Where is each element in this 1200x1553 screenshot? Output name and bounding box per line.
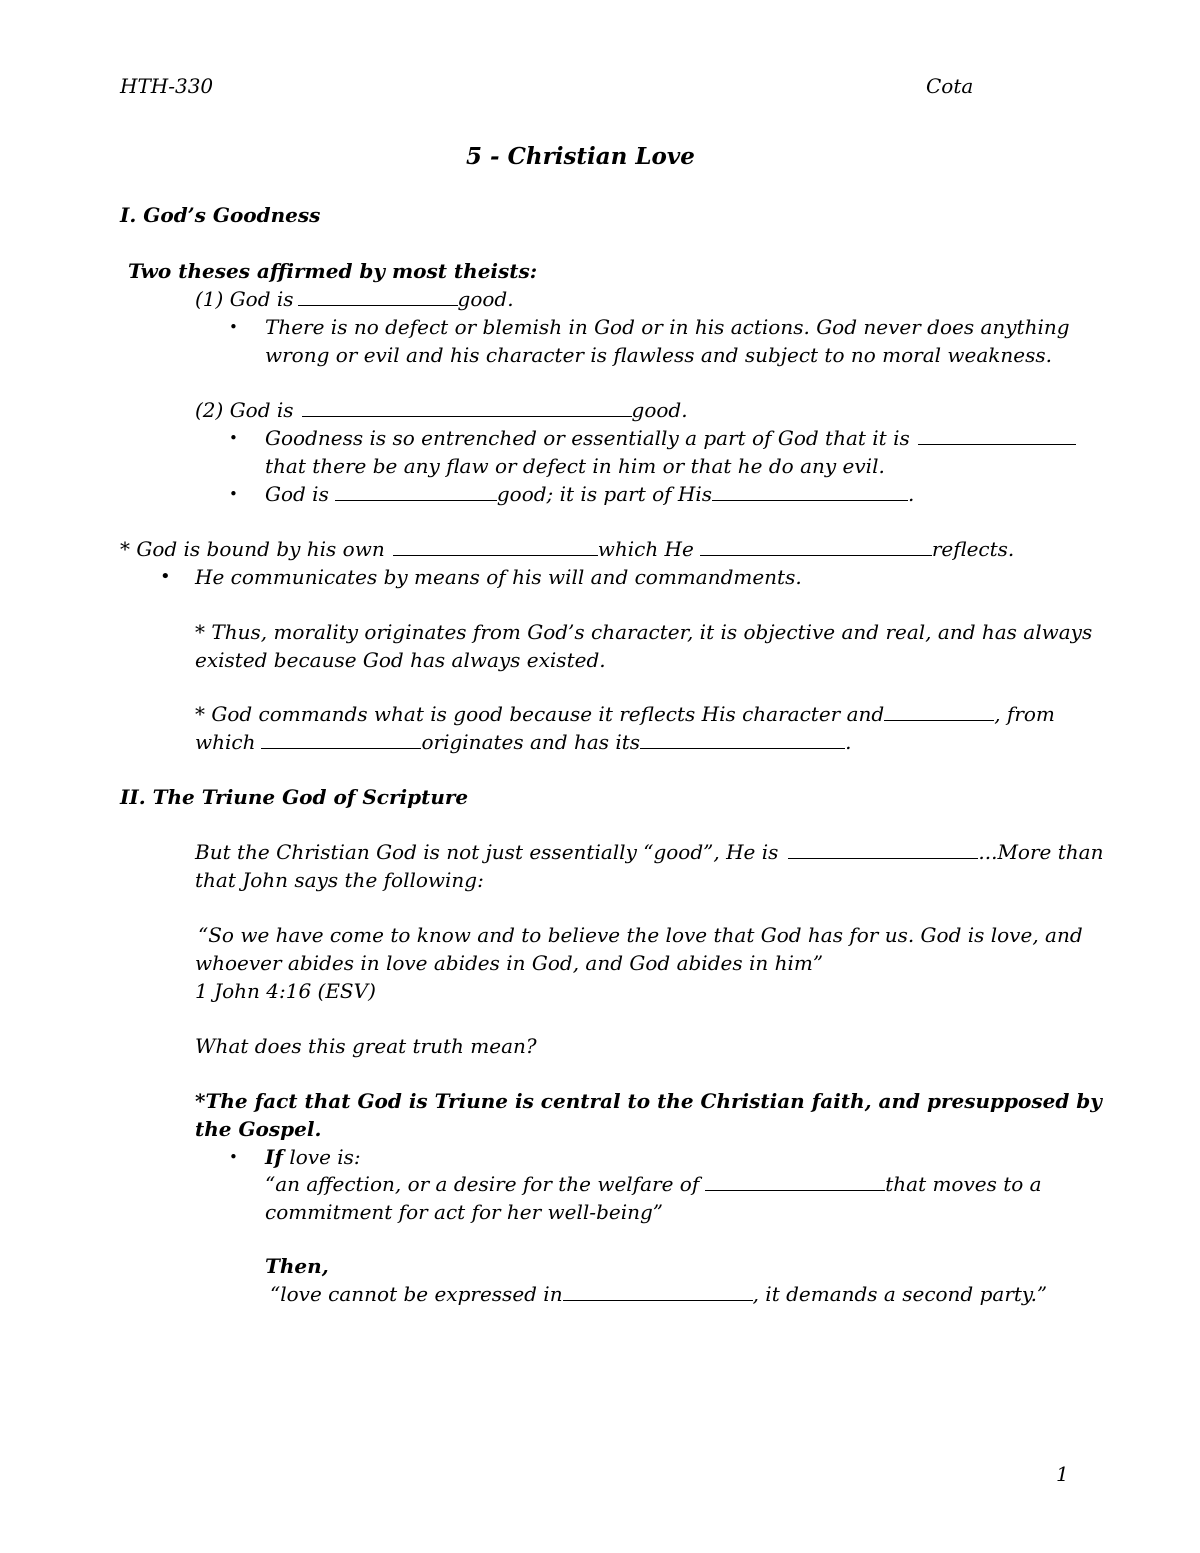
text: , from <box>994 702 1055 726</box>
thesis-1 <box>195 285 514 313</box>
text: originates and has its <box>421 730 641 754</box>
quote-line-1: “So we have come to know and to believe the love that God has for us. God is love, and <box>198 923 1083 947</box>
bullet-icon: • <box>229 318 238 336</box>
blank <box>712 482 908 501</box>
text: God is <box>265 482 329 506</box>
blank <box>393 537 598 556</box>
bullet-icon: • <box>229 485 238 503</box>
text: . <box>908 482 915 506</box>
text: “love cannot be expressed in <box>270 1282 563 1306</box>
text: . <box>845 730 852 754</box>
blank <box>335 482 497 501</box>
blank <box>705 1172 885 1191</box>
page-title: 5 - Christian Love <box>466 143 695 170</box>
affection-line-2: commitment for act for her well-being” <box>265 1200 664 1224</box>
blank <box>884 702 994 721</box>
text: which <box>195 730 256 754</box>
thesis-1-bullet-line-1: There is no defect or blemish in God or in his actions. God never does anything <box>265 315 1070 339</box>
text: Goodness is so entrenched or essentially a part of God that it is <box>265 426 910 450</box>
blank <box>640 730 845 749</box>
intro-line-1 <box>195 838 1103 866</box>
blank <box>563 1282 753 1301</box>
section-heading-triune-god: II. The Triune God of Scripture <box>120 785 469 809</box>
intro-line-2: that John says the following: <box>195 868 484 892</box>
text: ...More than <box>978 840 1104 864</box>
thesis-2 <box>195 396 688 424</box>
thesis-1-text: (1) God is <box>195 287 294 311</box>
header-course: HTH-330 <box>120 74 214 98</box>
text: good; it is part of His <box>496 482 713 506</box>
text: which He <box>597 537 694 561</box>
if-love <box>265 1143 361 1171</box>
text: reflects. <box>931 537 1015 561</box>
thesis-2-bullet-1-line-2: that there be any flaw or defect in him or that he do any evil. <box>265 454 885 478</box>
header-author: Cota <box>926 74 974 98</box>
blank <box>298 287 458 306</box>
bullet-icon: • <box>229 429 238 447</box>
quote-reference: 1 John 4:16 (ESV) <box>195 979 376 1003</box>
bold-statement-line-2: the Gospel. <box>195 1117 322 1141</box>
text: But the Christian God is not just essentially “good”, He is <box>195 840 779 864</box>
affection-line-1 <box>265 1170 1042 1198</box>
bound-statement <box>120 535 1014 563</box>
commands-line-2 <box>195 728 851 756</box>
morality-line-1: * Thus, morality originates from God’s character, it is objective and real, and has always <box>195 620 1093 644</box>
blank <box>918 426 1076 445</box>
thesis-1-end: good. <box>457 287 514 311</box>
text: that moves to a <box>885 1172 1042 1196</box>
theses-intro: Two theses affirmed by most theists: <box>128 259 538 283</box>
thesis-1-bullet-line-2: wrong or evil and his character is flawless and subject to no moral weakness. <box>265 343 1052 367</box>
blank <box>700 537 932 556</box>
quote-line-2: whoever abides in love abides in God, and God abides in him” <box>195 951 824 975</box>
if-word: If <box>265 1145 283 1169</box>
then: Then, <box>265 1254 329 1278</box>
blank <box>302 398 632 417</box>
morality-line-2: existed because God has always existed. <box>195 648 606 672</box>
bullet-icon: • <box>160 566 171 587</box>
text: “an affection, or a desire for the welfare of <box>265 1172 700 1196</box>
text: love is: <box>282 1145 361 1169</box>
bold-statement-line-1: *The fact that God is Triune is central to the Christian faith, and presupposed by <box>195 1089 1102 1113</box>
thesis-2-text: (2) God is <box>195 398 294 422</box>
blank <box>788 840 978 859</box>
page-number: 1 <box>1056 1462 1069 1486</box>
section-heading-gods-goodness: I. God’s Goodness <box>120 203 321 227</box>
thesis-2-bullet-2 <box>265 480 914 508</box>
love-cannot <box>270 1280 1047 1308</box>
text: * God is bound by his own <box>120 537 385 561</box>
question: What does this great truth mean? <box>195 1034 537 1058</box>
blank <box>261 730 421 749</box>
thesis-2-end: good. <box>631 398 688 422</box>
communicates: He communicates by means of his will and commandments. <box>195 565 802 589</box>
text: * God commands what is good because it reflects His character and <box>195 702 885 726</box>
text: , it demands a second party.” <box>752 1282 1048 1306</box>
commands-line-1 <box>195 700 1055 728</box>
thesis-2-bullet-1-line-1 <box>265 424 1076 452</box>
bullet-icon: • <box>229 1148 238 1166</box>
